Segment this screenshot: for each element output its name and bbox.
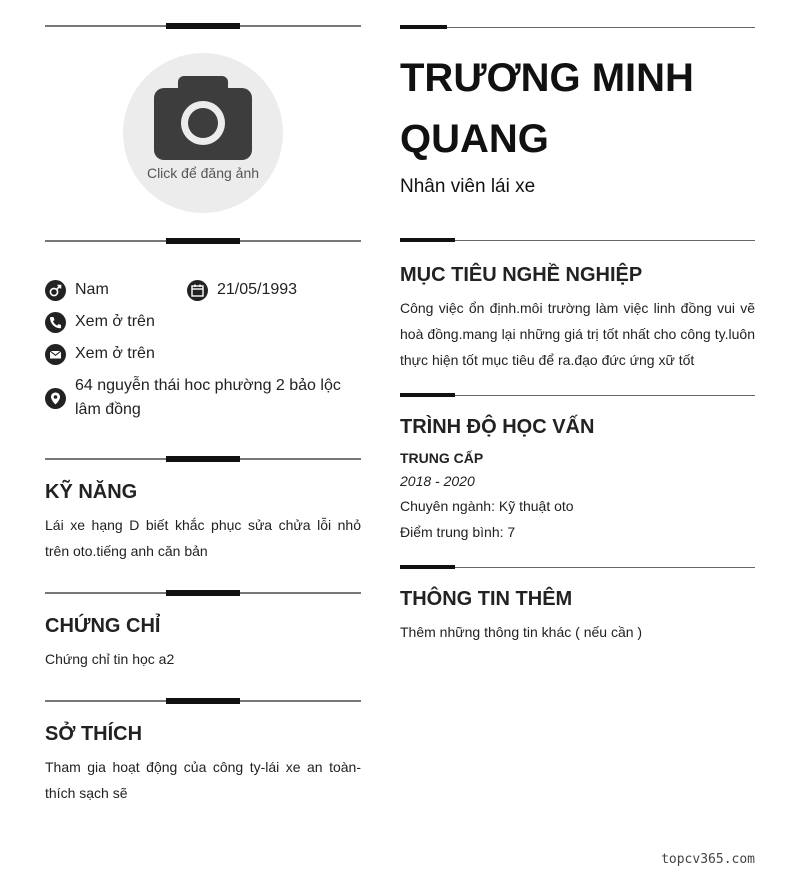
divider <box>45 697 361 705</box>
extra-info-title: THÔNG TIN THÊM <box>400 588 573 610</box>
avatar-upload[interactable] <box>123 53 283 213</box>
phone-text: Xem ở trên <box>75 313 155 330</box>
email-text: Xem ở trên <box>75 345 155 362</box>
divider <box>45 589 361 597</box>
skills-title: KỸ NĂNG <box>45 481 138 503</box>
education-title: TRÌNH ĐỘ HỌC VẤN <box>400 416 595 438</box>
hobbies-title: SỞ THÍCH <box>45 723 143 745</box>
certificates-title: CHỨNG CHỈ <box>45 615 161 637</box>
divider <box>400 393 755 399</box>
address-text: 64 nguyễn thái hoc phường 2 bảo lộc lâm đồng <box>75 377 341 418</box>
divider <box>400 238 755 244</box>
candidate-name: TRƯƠNG MINH QUANG <box>400 56 694 161</box>
location-pin-icon <box>45 388 66 409</box>
phone-icon <box>45 312 66 333</box>
birthday-text: 21/05/1993 <box>217 281 298 298</box>
extra-info-body: Thêm những thông tin khác ( nếu cần ) <box>400 624 643 640</box>
camera-icon <box>154 76 252 160</box>
brand-watermark: topcv365.com <box>661 852 755 867</box>
divider <box>400 25 755 31</box>
divider <box>400 565 755 571</box>
gender-icon <box>45 280 66 301</box>
education-years: 2018 - 2020 <box>400 473 475 489</box>
divider <box>45 237 361 245</box>
divider <box>45 455 361 463</box>
job-title: Nhân viên lái xe <box>400 176 536 197</box>
education-school: TRUNG CẤP <box>400 450 484 466</box>
gender-text: Nam <box>75 281 109 298</box>
education-major: Chuyên ngành: Kỹ thuật oto <box>400 498 574 514</box>
photo-caption: Click để đăng ảnh <box>146 165 260 181</box>
hobbies-body: Tham gia hoạt động của công ty-lái xe an toàn-thích sạch sẽ <box>45 759 361 801</box>
skills-body: Lái xe hạng D biết khắc phục sửa chửa lỗi nhỏ trên oto.tiếng anh căn bản <box>45 517 361 559</box>
education-gpa: Điểm trung bình: 7 <box>400 524 516 540</box>
calendar-icon <box>187 280 208 301</box>
objective-title: MỤC TIÊU NGHỀ NGHIỆP <box>400 264 643 286</box>
certificates-body: Chứng chỉ tin học a2 <box>45 651 175 667</box>
divider <box>45 22 361 30</box>
objective-body: Công việc ổn định.môi trường làm việc linh đồng vui vẽ hoà đồng.mang lại những giá trị tốt nhất cho công ty.luôn thực hiện tốt mục tiêu để ra.đạo đức ứng xữ tốt <box>400 300 755 368</box>
email-icon <box>45 344 66 365</box>
